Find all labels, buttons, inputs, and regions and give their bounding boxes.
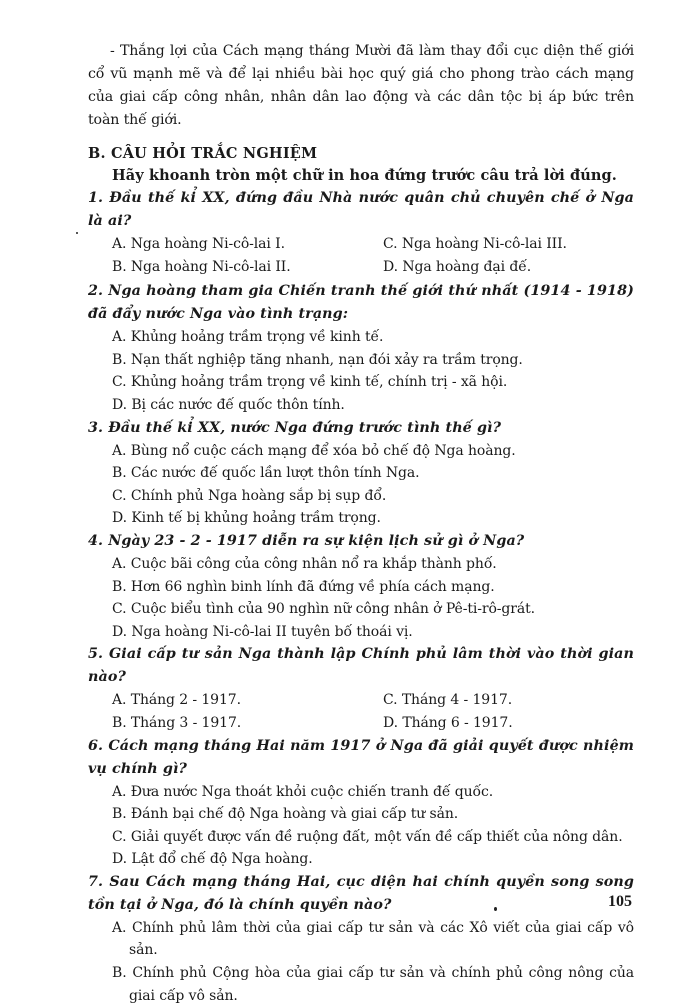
- options: [88, 689, 634, 734]
- page-number: 105: [608, 893, 632, 910]
- option-b[interactable]: B. Tháng 3 - 1917.: [112, 714, 242, 731]
- question-1: [88, 187, 634, 278]
- option-a[interactable]: A. Tháng 2 - 1917.: [112, 692, 241, 709]
- question-2: [88, 280, 634, 416]
- question-text: 7. Sau Cách mạng tháng Hai, cục diện hai chính quyền song song tồn tại ở Nga, đó là chính quyền nào?: [88, 873, 634, 913]
- question-text: 5. Giai cấp tư sản Nga thành lập Chính phủ lâm thời vào thời gian nào?: [88, 646, 634, 686]
- option-b[interactable]: B. Nạn thất nghiệp tăng nhanh, nạn đói xảy ra trầm trọng.: [112, 351, 523, 368]
- option-a[interactable]: A. Bùng nổ cuộc cách mạng để xóa bỏ chế độ Nga hoàng.: [112, 442, 516, 459]
- option-c[interactable]: C. Tháng 4 - 1917.: [383, 692, 513, 709]
- option-d[interactable]: D. Tháng 6 - 1917.: [383, 714, 513, 731]
- section-title: B. CÂU HỎI TRẮC NGHIỆM: [88, 145, 318, 162]
- options: [88, 917, 634, 1007]
- option-b[interactable]: B. Hơn 66 nghìn binh lính đã đứng về phía cách mạng.: [112, 578, 495, 595]
- option-b[interactable]: B. Đánh bại chế độ Nga hoàng và giai cấp tư sản.: [112, 806, 459, 823]
- option-d[interactable]: D. Nga hoàng đại đế.: [383, 258, 532, 275]
- options: [88, 233, 634, 278]
- option-d[interactable]: D. Nga hoàng Ni-cô-lai II tuyên bố thoái vị.: [112, 623, 413, 640]
- option-a[interactable]: A. Đưa nước Nga thoát khỏi cuộc chiến tranh đế quốc.: [112, 783, 494, 800]
- question-text: 4. Ngày 23 - 2 - 1917 diễn ra sự kiện lịch sử gì ở Nga?: [88, 532, 525, 549]
- document-page: [88, 40, 634, 1007]
- question-4: [88, 530, 634, 643]
- option-a[interactable]: A. Cuộc bãi công của công nhân nổ ra khắp thành phố.: [112, 555, 497, 572]
- option-c[interactable]: C. Khủng hoảng trầm trọng về kinh tế, chính trị - xã hội.: [112, 374, 508, 391]
- question-6: [88, 735, 634, 871]
- print-speck: [76, 232, 78, 234]
- section-instruction: Hãy khoanh tròn một chữ in hoa đứng trước câu trả lời đúng.: [112, 167, 617, 184]
- option-c[interactable]: C. Giải quyết được vấn đề ruộng đất, một vấn đề cấp thiết của nông dân.: [112, 828, 623, 845]
- option-b[interactable]: B. Các nước đế quốc lần lượt thôn tính Nga.: [112, 465, 420, 482]
- option-b[interactable]: B. Chính phủ Cộng hòa của giai cấp tư sản và chính phủ công nông của giai cấp vô sản.: [112, 965, 634, 1004]
- option-d[interactable]: D. Lật đổ chế độ Nga hoàng.: [112, 851, 313, 868]
- option-b[interactable]: B. Nga hoàng Ni-cô-lai II.: [112, 258, 291, 275]
- question-text: 1. Đầu thế kỉ XX, đứng đầu Nhà nước quân chủ chuyên chế ở Nga là ai?: [88, 190, 634, 229]
- options: [88, 781, 634, 871]
- question-text: 3. Đầu thế kỉ XX, nước Nga đứng trước tình thế gì?: [88, 419, 502, 436]
- print-speck: [494, 907, 497, 911]
- question-7: [88, 871, 634, 1007]
- option-a[interactable]: A. Khủng hoảng trầm trọng về kinh tế.: [112, 329, 384, 346]
- option-c[interactable]: C. Cuộc biểu tình của 90 nghìn nữ công nhân ở Pê-ti-rô-grát.: [112, 601, 536, 618]
- option-a[interactable]: A. Chính phủ lâm thời của giai cấp tư sản và các Xô viết của giai cấp vô sản.: [112, 919, 634, 959]
- question-3: [88, 417, 634, 530]
- options: [88, 326, 634, 416]
- option-c[interactable]: C. Chính phủ Nga hoàng sắp bị sụp đổ.: [112, 487, 387, 504]
- question-text: 6. Cách mạng tháng Hai năm 1917 ở Nga đã giải quyết được nhiệm vụ chính gì?: [88, 737, 634, 777]
- question-5: [88, 643, 634, 734]
- option-d[interactable]: D. Kinh tế bị khủng hoảng trầm trọng.: [112, 510, 381, 527]
- option-d[interactable]: D. Bị các nước đế quốc thôn tính.: [112, 396, 345, 413]
- option-a[interactable]: A. Nga hoàng Ni-cô-lai I.: [112, 236, 285, 252]
- question-text: 2. Nga hoàng tham gia Chiến tranh thế giới thứ nhất (1914 - 1918) đã đẩy nước Nga vào tình trạng:: [88, 283, 634, 323]
- option-c[interactable]: C. Nga hoàng Ni-cô-lai III.: [383, 236, 567, 252]
- options: [88, 553, 634, 643]
- options: [88, 440, 634, 530]
- intro-paragraph: - Thắng lợi của Cách mạng tháng Mười đã làm thay đổi cục diện thế giới cổ vũ mạnh mẽ và để lại nhiều bài học quý giá cho phong trào cách mạng của giai cấp công nhân, nhân dân lao động và các dân tộc bị áp bức trên toàn thế giới.: [88, 43, 634, 128]
